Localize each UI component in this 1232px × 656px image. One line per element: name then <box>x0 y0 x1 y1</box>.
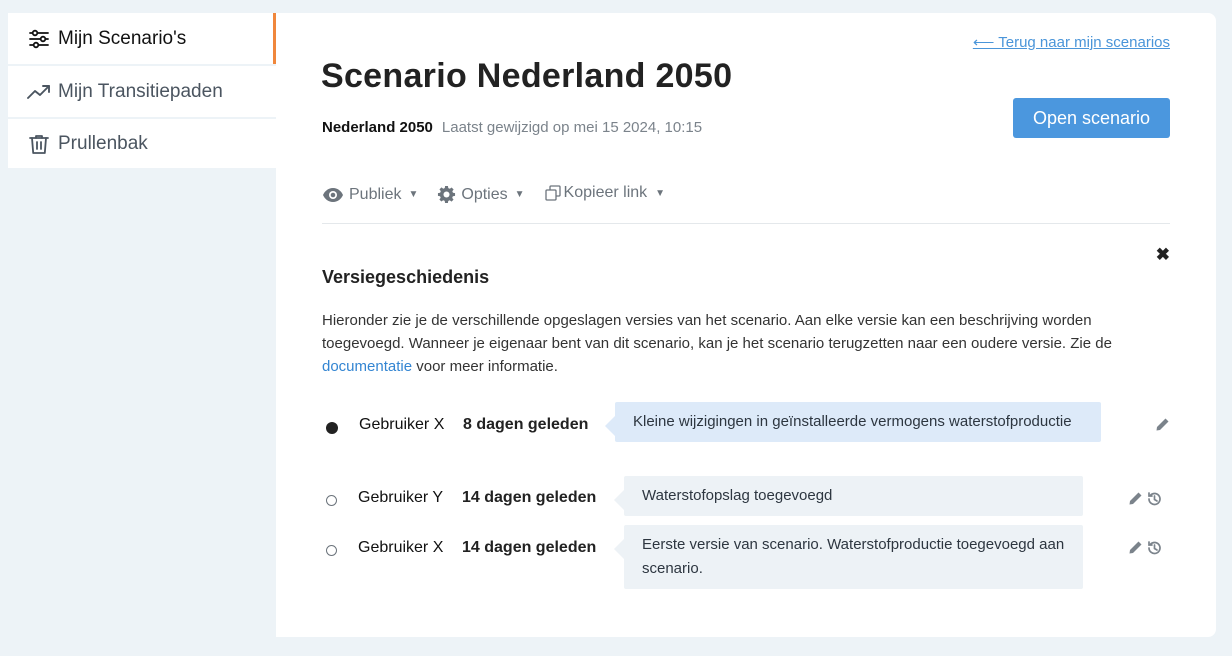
description-text-after: voor meer informatie. <box>412 358 558 375</box>
caret-down-icon: ▼ <box>408 189 419 200</box>
sidebar <box>8 13 276 170</box>
visibility-label: Publiek <box>349 185 402 203</box>
version-message: Kleine wijzigingen in geïnstalleerde vermogens waterstofproductie <box>615 402 1101 442</box>
description-text-before: Hieronder zie je de verschillende opgeslagen versies van het scenario. Aan elke versie kan een beschrijving worden toegevoegd. Wanneer je eigenaar bent van dit scenario, kan je het scenario terugzetten naar een oudere versie. Zie de <box>322 312 1112 352</box>
edit-pencil-icon[interactable] <box>1127 491 1143 507</box>
version-dot[interactable] <box>326 545 337 556</box>
edit-pencil-icon[interactable] <box>1154 417 1170 433</box>
version-actions <box>1127 491 1162 507</box>
version-message: Waterstofopslag toegevoegd <box>624 476 1083 516</box>
copy-link-dropdown[interactable] <box>544 184 666 202</box>
version-history-description <box>322 309 1172 378</box>
restore-history-icon[interactable] <box>1146 540 1162 556</box>
eye-icon <box>322 187 344 203</box>
options-label: Opties <box>461 185 508 203</box>
version-age: 14 dagen geleden <box>462 489 597 506</box>
scenario-meta <box>322 119 702 136</box>
sidebar-item-my-scenarios[interactable] <box>8 13 276 64</box>
trending-up-icon <box>27 80 51 104</box>
version-user: Gebruiker X <box>359 416 445 433</box>
current-version-dot <box>326 422 338 434</box>
version-dot[interactable] <box>326 495 337 506</box>
scenario-toolbar <box>322 185 665 204</box>
version-actions <box>1127 540 1162 556</box>
gear-icon <box>437 185 456 204</box>
page-title: Scenario Nederland 2050 <box>321 57 733 95</box>
version-actions <box>1154 417 1170 433</box>
version-history-title: Versiegeschiedenis <box>322 267 490 287</box>
version-user: Gebruiker X <box>358 539 444 556</box>
sidebar-item-trash[interactable] <box>8 119 276 168</box>
version-row <box>322 539 596 557</box>
trash-icon <box>27 132 51 156</box>
documentation-link[interactable]: documentatie <box>322 358 413 375</box>
version-user: Gebruiker Y <box>358 489 444 506</box>
scenario-region: Nederland 2050 <box>322 119 433 136</box>
last-modified: Laatst gewijzigd op mei 15 2024, 10:15 <box>441 119 703 136</box>
caret-down-icon: ▼ <box>514 189 525 200</box>
sidebar-item-my-transition-paths[interactable] <box>8 66 276 117</box>
sidebar-item-label: Mijn Transitiepaden <box>58 80 223 102</box>
copy-icon <box>544 184 562 202</box>
visibility-dropdown[interactable] <box>322 186 418 204</box>
edit-pencil-icon[interactable] <box>1127 540 1143 556</box>
scenario-panel <box>276 13 1216 637</box>
caret-down-icon: ▼ <box>655 187 666 199</box>
version-row <box>322 416 588 434</box>
version-age: 14 dagen geleden <box>462 539 597 556</box>
version-age: 8 dagen geleden <box>463 416 589 433</box>
open-scenario-button[interactable]: Open scenario <box>1013 98 1170 138</box>
sliders-icon <box>27 27 51 51</box>
sidebar-item-label: Prullenbak <box>58 132 148 154</box>
restore-history-icon[interactable] <box>1146 491 1162 507</box>
copy-link-label: Kopieer link <box>563 184 648 201</box>
close-history-button[interactable]: ✖ <box>1155 245 1170 264</box>
back-to-scenarios-link[interactable]: ⟵ Terug naar mijn scenarios <box>972 34 1170 51</box>
sidebar-item-label: Mijn Scenario's <box>58 27 187 49</box>
version-row <box>322 489 596 507</box>
options-dropdown[interactable] <box>437 185 524 204</box>
toolbar-divider <box>322 223 1170 224</box>
version-message: Eerste versie van scenario. Waterstofproductie toegevoegd aan scenario. <box>624 525 1083 589</box>
